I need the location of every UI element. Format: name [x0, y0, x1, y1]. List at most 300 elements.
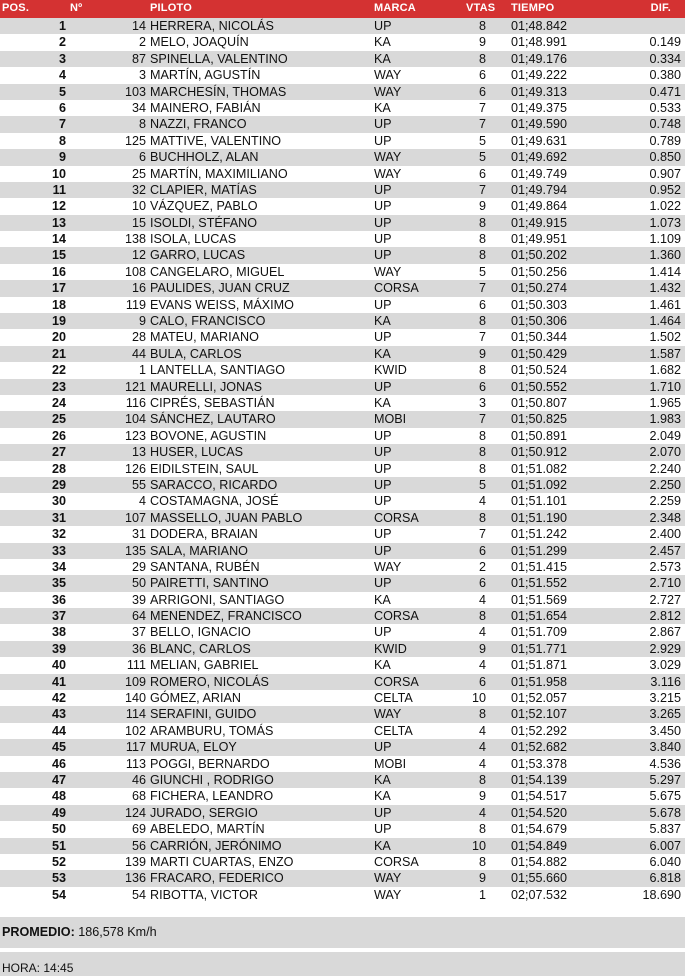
- cell-position: 19: [51, 314, 66, 329]
- cell-brand: UP: [374, 379, 392, 394]
- cell-diff: 6.007: [649, 838, 681, 853]
- cell-driver: BULA, CARLOS: [150, 346, 242, 361]
- table-row: [0, 428, 685, 444]
- cell-position: 32: [51, 527, 66, 542]
- table-row: [0, 395, 685, 411]
- cell-diff: 1.461: [649, 297, 681, 312]
- cell-time: 01;54.882: [511, 854, 568, 869]
- cell-brand: UP: [374, 133, 392, 148]
- cell-number: 113: [125, 756, 146, 771]
- cell-number: 104: [124, 412, 146, 427]
- cell-brand: UP: [374, 117, 392, 132]
- cell-brand: KA: [374, 395, 391, 410]
- cell-diff: 2.348: [649, 510, 681, 525]
- cell-time: 01;50.825: [511, 412, 568, 427]
- table-row: [0, 149, 685, 165]
- cell-number: 119: [125, 297, 146, 312]
- cell-number: 108: [124, 264, 146, 279]
- cell-position: 24: [51, 395, 66, 410]
- cell-driver: BUCHHOLZ, ALAN: [150, 150, 259, 165]
- cell-driver: PAIRETTI, SANTINO: [150, 576, 269, 591]
- cell-driver: COSTAMAGNA, JOSÉ: [150, 494, 279, 509]
- cell-brand: UP: [374, 625, 392, 640]
- cell-brand: KA: [374, 592, 391, 607]
- cell-driver: ISOLA, LUCAS: [150, 232, 237, 247]
- cell-time: 01;50.344: [511, 330, 568, 345]
- cell-driver: CANGELARO, MIGUEL: [150, 264, 285, 279]
- cell-time: 01;49.915: [511, 215, 568, 230]
- cell-laps: 4: [478, 740, 486, 755]
- cell-brand: MOBI: [374, 756, 407, 771]
- cell-driver: MAINERO, FABIÁN: [150, 100, 261, 115]
- cell-number: 123: [124, 428, 146, 443]
- cell-time: 01;50.552: [511, 379, 568, 394]
- table-row: [0, 690, 685, 706]
- cell-brand: WAY: [374, 887, 402, 902]
- table-row: [0, 543, 685, 559]
- table-row: [0, 329, 685, 345]
- cell-diff: 0.748: [649, 117, 681, 132]
- cell-time: 01;54.520: [511, 805, 568, 820]
- cell-diff: 6.818: [649, 871, 681, 886]
- cell-driver: NAZZI, FRANCO: [150, 117, 247, 132]
- cell-time: 01;49.176: [511, 51, 568, 66]
- average-value: 186,578 Km/h: [74, 925, 157, 939]
- cell-position: 36: [51, 592, 66, 607]
- cell-driver: MASSELLO, JUAN PABLO: [150, 510, 303, 525]
- cell-laps: 8: [478, 445, 486, 460]
- cell-position: 46: [51, 756, 66, 771]
- table-row: [0, 116, 685, 132]
- cell-diff: 3.029: [649, 658, 681, 673]
- cell-driver: MENENDEZ, FRANCISCO: [150, 609, 302, 624]
- cell-driver: MURUA, ELOY: [150, 740, 237, 755]
- cell-laps: 8: [478, 461, 486, 476]
- cell-time: 01;50.807: [511, 395, 568, 410]
- table-header: [0, 0, 685, 18]
- cell-number: 102: [124, 723, 146, 738]
- cell-brand: WAY: [374, 707, 402, 722]
- cell-brand: UP: [374, 740, 392, 755]
- cell-driver: MARTÍN, MAXIMILIANO: [150, 166, 288, 181]
- cell-number: 37: [131, 625, 146, 640]
- table-row: [0, 280, 685, 296]
- cell-diff: 1.464: [649, 314, 681, 329]
- cell-brand: WAY: [374, 559, 402, 574]
- cell-brand: KA: [374, 772, 391, 787]
- cell-driver: CALO, FRANCISCO: [150, 314, 266, 329]
- cell-number: 14: [131, 19, 146, 33]
- cell-position: 8: [58, 133, 66, 148]
- cell-driver: MELIAN, GABRIEL: [150, 658, 259, 673]
- cell-time: 01;50.306: [511, 314, 568, 329]
- cell-number: 126: [124, 461, 146, 476]
- cell-position: 39: [51, 641, 66, 656]
- cell-driver: BELLO, IGNACIO: [150, 625, 251, 640]
- table-row: [0, 657, 685, 673]
- cell-number: 25: [131, 166, 146, 181]
- cell-position: 9: [58, 150, 66, 165]
- header-pos: POS.: [2, 2, 30, 14]
- cell-position: 18: [51, 297, 66, 312]
- table-row: [0, 215, 685, 231]
- cell-laps: 7: [478, 330, 486, 345]
- cell-laps: 3: [478, 395, 486, 410]
- cell-diff: 3.840: [649, 740, 681, 755]
- table-row: [0, 166, 685, 182]
- cell-time: 01;51.552: [511, 576, 568, 591]
- cell-time: 01;51.654: [511, 609, 568, 624]
- cell-position: 29: [51, 477, 66, 492]
- cell-driver: BLANC, CARLOS: [150, 641, 251, 656]
- cell-number: 138: [124, 232, 146, 247]
- cell-driver: CLAPIER, MATÍAS: [150, 182, 257, 197]
- cell-brand: UP: [374, 19, 392, 33]
- cell-driver: PAULIDES, JUAN CRUZ: [150, 281, 290, 296]
- cell-brand: KA: [374, 100, 391, 115]
- cell-laps: 8: [478, 772, 486, 787]
- cell-laps: 7: [478, 100, 486, 115]
- table-row: [0, 493, 685, 509]
- cell-position: 30: [51, 494, 66, 509]
- cell-diff: 3.265: [649, 707, 681, 722]
- cell-diff: 2.070: [649, 445, 681, 460]
- cell-time: 01;49.864: [511, 199, 568, 214]
- cell-laps: 6: [478, 674, 486, 689]
- table-row: [0, 706, 685, 722]
- cell-diff: 2.250: [649, 477, 681, 492]
- cell-diff: 1.073: [649, 215, 681, 230]
- cell-laps: 4: [478, 658, 486, 673]
- cell-laps: 8: [478, 428, 486, 443]
- cell-position: 45: [51, 740, 66, 755]
- cell-diff: 6.040: [649, 854, 681, 869]
- cell-number: 10: [131, 199, 146, 214]
- cell-laps: 6: [478, 68, 486, 83]
- cell-time: 01;49.590: [511, 117, 568, 132]
- cell-time: 01;51.958: [511, 674, 568, 689]
- cell-laps: 7: [478, 527, 486, 542]
- cell-laps: 7: [478, 117, 486, 132]
- cell-time: 01;49.749: [511, 166, 568, 181]
- cell-brand: CORSA: [374, 854, 419, 869]
- cell-diff: 2.457: [649, 543, 681, 558]
- table-row: [0, 477, 685, 493]
- cell-brand: KA: [374, 35, 391, 50]
- cell-number: 116: [125, 395, 146, 410]
- table-row: [0, 362, 685, 378]
- cell-driver: CIPRÉS, SEBASTIÁN: [150, 395, 275, 410]
- cell-position: 43: [51, 707, 66, 722]
- cell-driver: MATEU, MARIANO: [150, 330, 259, 345]
- cell-number: 4: [138, 494, 146, 509]
- table-row: [0, 838, 685, 854]
- cell-driver: ARRIGONI, SANTIAGO: [150, 592, 285, 607]
- table-row: [0, 182, 685, 198]
- cell-driver: SPINELLA, VALENTINO: [150, 51, 288, 66]
- cell-diff: 18.690: [642, 887, 681, 902]
- cell-time: 01;49.692: [511, 150, 568, 165]
- table-row: [0, 674, 685, 690]
- cell-brand: KWID: [374, 641, 407, 656]
- cell-laps: 8: [478, 19, 486, 33]
- cell-laps: 8: [478, 232, 486, 247]
- cell-time: 01;54.679: [511, 822, 568, 837]
- cell-time: 01;50.202: [511, 248, 568, 263]
- cell-driver: HERRERA, NICOLÁS: [150, 19, 274, 33]
- cell-laps: 8: [478, 314, 486, 329]
- cell-position: 21: [51, 346, 66, 361]
- cell-brand: UP: [374, 576, 392, 591]
- cell-number: 44: [131, 346, 146, 361]
- cell-driver: HUSER, LUCAS: [150, 445, 244, 460]
- header-diff: DIF.: [650, 2, 671, 14]
- cell-laps: 6: [478, 84, 486, 99]
- table-row: [0, 723, 685, 739]
- table-row: [0, 756, 685, 772]
- cell-brand: WAY: [374, 68, 402, 83]
- cell-driver: BOVONE, AGUSTIN: [150, 428, 267, 443]
- cell-laps: 8: [478, 51, 486, 66]
- cell-time: 02;07.532: [511, 887, 568, 902]
- cell-time: 01;54.517: [511, 789, 568, 804]
- cell-diff: 2.573: [649, 559, 681, 574]
- cell-diff: 0.380: [649, 68, 681, 83]
- cell-position: 35: [51, 576, 66, 591]
- cell-number: 64: [131, 609, 146, 624]
- cell-position: 11: [52, 182, 66, 197]
- cell-laps: 4: [478, 723, 486, 738]
- header-brand: MARCA: [374, 2, 416, 14]
- cell-time: 01;48.842: [511, 19, 568, 33]
- time-bar: [0, 952, 685, 976]
- cell-laps: 6: [478, 379, 486, 394]
- cell-time: 01;49.375: [511, 100, 568, 115]
- cell-number: 31: [131, 527, 146, 542]
- cell-time: 01;49.222: [511, 68, 568, 83]
- cell-position: 41: [51, 674, 66, 689]
- cell-time: 01;51.082: [511, 461, 568, 476]
- cell-number: 125: [124, 133, 146, 148]
- table-row: [0, 772, 685, 788]
- cell-brand: KWID: [374, 363, 407, 378]
- table-row: [0, 411, 685, 427]
- cell-brand: KA: [374, 838, 391, 853]
- cell-diff: 2.727: [649, 592, 681, 607]
- cell-position: 14: [51, 232, 66, 247]
- cell-position: 49: [51, 805, 66, 820]
- time-label: HORA:: [2, 961, 41, 975]
- cell-number: 6: [138, 150, 146, 165]
- cell-laps: 4: [478, 494, 486, 509]
- cell-time: 01;49.794: [511, 182, 568, 197]
- cell-number: 16: [131, 281, 146, 296]
- cell-number: 13: [131, 445, 146, 460]
- cell-brand: UP: [374, 494, 392, 509]
- cell-position: 48: [51, 789, 66, 804]
- cell-diff: 5.837: [649, 822, 681, 837]
- cell-driver: MELO, JOAQUÍN: [150, 35, 249, 50]
- cell-time: 01;51.299: [511, 543, 568, 558]
- results-table-body: [0, 18, 685, 903]
- cell-diff: 1.360: [649, 248, 681, 263]
- cell-position: 10: [51, 166, 66, 181]
- cell-number: 111: [126, 658, 146, 673]
- table-row: [0, 559, 685, 575]
- cell-time: 01;51.709: [511, 625, 568, 640]
- cell-diff: 3.450: [649, 723, 681, 738]
- cell-time: 01;52.107: [511, 707, 568, 722]
- cell-driver: MARTI CUARTAS, ENZO: [150, 854, 294, 869]
- cell-number: 9: [138, 314, 146, 329]
- cell-laps: 9: [478, 789, 486, 804]
- cell-number: 56: [131, 838, 146, 853]
- cell-driver: SARACCO, RICARDO: [150, 477, 278, 492]
- cell-diff: 0.789: [649, 133, 681, 148]
- cell-laps: 8: [478, 609, 486, 624]
- cell-laps: 8: [478, 707, 486, 722]
- cell-time: 01;51.771: [511, 641, 568, 656]
- cell-diff: 5.678: [649, 805, 681, 820]
- cell-laps: 10: [471, 691, 486, 706]
- table-row: [0, 592, 685, 608]
- cell-laps: 9: [478, 641, 486, 656]
- cell-driver: GARRO, LUCAS: [150, 248, 246, 263]
- cell-brand: UP: [374, 199, 392, 214]
- cell-number: 8: [138, 117, 146, 132]
- cell-number: 103: [124, 84, 146, 99]
- cell-number: 28: [131, 330, 146, 345]
- cell-laps: 10: [471, 838, 486, 853]
- cell-number: 87: [131, 51, 146, 66]
- cell-brand: UP: [374, 248, 392, 263]
- cell-number: 36: [131, 641, 146, 656]
- cell-brand: CELTA: [374, 691, 413, 706]
- cell-diff: 1.502: [649, 330, 681, 345]
- cell-driver: SALA, MARIANO: [150, 543, 248, 558]
- cell-driver: SÁNCHEZ, LAUTARO: [150, 412, 276, 427]
- cell-time: 01;51.242: [511, 527, 568, 542]
- cell-position: 15: [51, 248, 66, 263]
- cell-laps: 4: [478, 756, 486, 771]
- cell-position: 25: [51, 412, 66, 427]
- cell-brand: UP: [374, 428, 392, 443]
- cell-time: 01;52.292: [511, 723, 568, 738]
- cell-time: 01;51.190: [511, 510, 568, 525]
- table-row: [0, 739, 685, 755]
- cell-laps: 9: [478, 199, 486, 214]
- cell-time: 01;52.682: [511, 740, 568, 755]
- cell-brand: UP: [374, 297, 392, 312]
- header-time: TIEMPO: [511, 2, 555, 14]
- cell-time: 01;50.524: [511, 363, 568, 378]
- cell-number: 46: [131, 772, 146, 787]
- cell-laps: 6: [478, 297, 486, 312]
- cell-brand: MOBI: [374, 412, 407, 427]
- cell-laps: 8: [478, 215, 486, 230]
- cell-brand: WAY: [374, 871, 402, 886]
- cell-number: 117: [125, 740, 146, 755]
- cell-position: 38: [51, 625, 66, 640]
- cell-time: 01;54.849: [511, 838, 568, 853]
- cell-driver: CARRIÓN, JERÓNIMO: [150, 838, 282, 853]
- table-row: [0, 231, 685, 247]
- cell-laps: 9: [478, 871, 486, 886]
- cell-position: 5: [58, 84, 66, 99]
- cell-position: 6: [58, 100, 66, 115]
- cell-laps: 6: [478, 576, 486, 591]
- cell-driver: DODERA, BRAIAN: [150, 527, 258, 542]
- average-label: PROMEDIO:: [2, 925, 75, 939]
- table-row: [0, 510, 685, 526]
- cell-laps: 4: [478, 592, 486, 607]
- cell-laps: 5: [478, 477, 486, 492]
- cell-time: 01;50.891: [511, 428, 568, 443]
- table-row: [0, 313, 685, 329]
- cell-driver: EVANS WEISS, MÁXIMO: [150, 297, 294, 312]
- cell-diff: 2.400: [649, 527, 681, 542]
- cell-laps: 9: [478, 35, 486, 50]
- cell-driver: FICHERA, LEANDRO: [150, 789, 274, 804]
- cell-number: 121: [124, 379, 146, 394]
- table-row: [0, 247, 685, 263]
- cell-number: 140: [124, 691, 146, 706]
- cell-number: 54: [131, 887, 146, 902]
- table-row: [0, 805, 685, 821]
- cell-position: 52: [51, 854, 66, 869]
- cell-driver: MARCHESÍN, THOMAS: [150, 84, 287, 99]
- cell-diff: 1.983: [649, 412, 681, 427]
- cell-diff: 2.867: [649, 625, 681, 640]
- cell-driver: POGGI, BERNARDO: [150, 756, 270, 771]
- cell-position: 47: [51, 772, 66, 787]
- cell-number: 32: [131, 182, 146, 197]
- table-row: [0, 18, 685, 34]
- cell-laps: 5: [478, 133, 486, 148]
- cell-brand: UP: [374, 822, 392, 837]
- cell-position: 34: [51, 559, 66, 574]
- cell-position: 42: [51, 691, 66, 706]
- cell-number: 135: [124, 543, 146, 558]
- cell-time: 01;50.429: [511, 346, 568, 361]
- table-row: [0, 444, 685, 460]
- cell-laps: 5: [478, 150, 486, 165]
- cell-driver: EIDILSTEIN, SAUL: [150, 461, 259, 476]
- table-row: [0, 461, 685, 477]
- cell-brand: WAY: [374, 264, 402, 279]
- table-row: [0, 84, 685, 100]
- cell-number: 29: [131, 559, 146, 574]
- cell-number: 68: [131, 789, 146, 804]
- cell-diff: 0.334: [649, 51, 681, 66]
- cell-brand: WAY: [374, 84, 402, 99]
- cell-time: 01;54.139: [511, 772, 568, 787]
- cell-driver: MAURELLI, JONAS: [150, 379, 262, 394]
- cell-number: 1: [138, 363, 146, 378]
- cell-driver: VÁZQUEZ, PABLO: [150, 199, 258, 214]
- cell-diff: 2.812: [649, 609, 681, 624]
- average-speed-bar: [0, 917, 685, 948]
- cell-driver: GIUNCHI , RODRIGO: [150, 772, 274, 787]
- cell-diff: 0.533: [649, 100, 681, 115]
- cell-position: 33: [51, 543, 66, 558]
- cell-number: 139: [124, 854, 146, 869]
- cell-position: 12: [51, 199, 66, 214]
- cell-diff: 2.240: [649, 461, 681, 476]
- cell-laps: 9: [478, 346, 486, 361]
- table-row: [0, 297, 685, 313]
- table-row: [0, 624, 685, 640]
